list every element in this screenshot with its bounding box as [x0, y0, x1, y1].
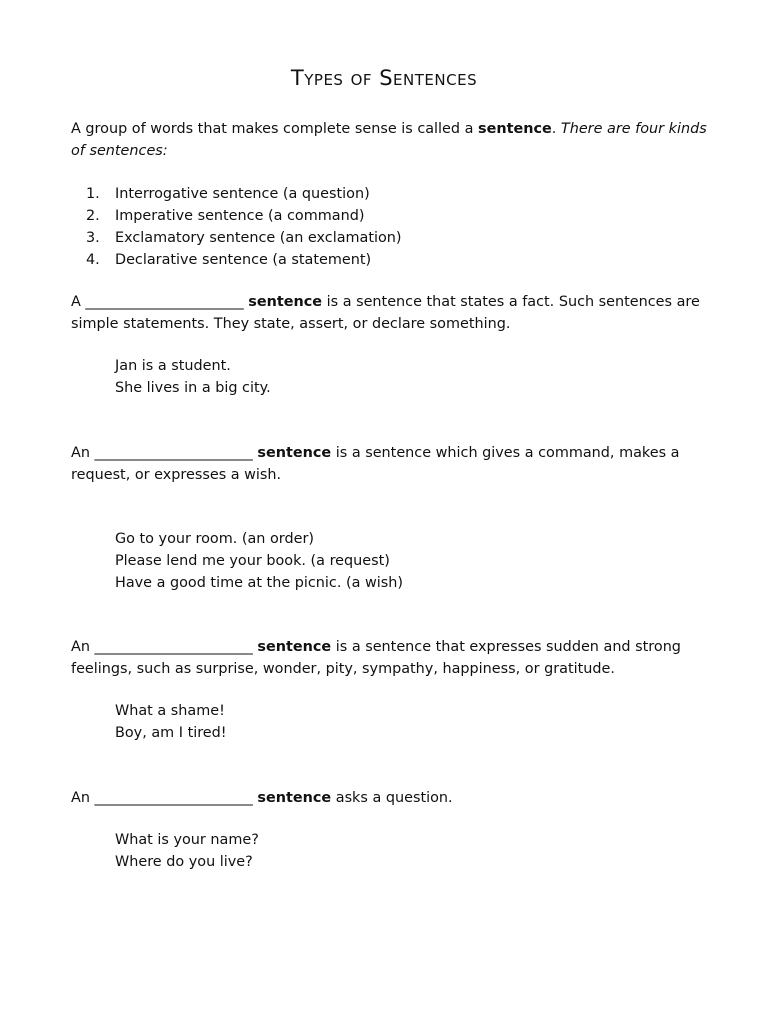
intro-italic-text: There are four kinds of sentences:	[71, 121, 707, 159]
exclamatory-examples	[115, 700, 227, 744]
exclamatory-bold-term: sentence	[257, 639, 332, 655]
sentence-kinds-list	[86, 183, 402, 271]
intro-period: .	[551, 121, 561, 137]
example-sentence: Have a good time at the picnic. (a wish)	[115, 575, 403, 591]
list-item	[86, 205, 402, 227]
page-title: Types of Sentences	[290, 66, 478, 90]
interrogative-blank: An ______________________	[71, 790, 258, 806]
imperative-definition: is a sentence which gives a command, makes a request, or expresses a wish.	[71, 445, 680, 483]
list-item-number: 1.	[86, 186, 100, 202]
imperative-paragraph	[71, 442, 711, 486]
imperative-examples	[115, 528, 403, 594]
example-sentence: Boy, am I tired!	[115, 725, 227, 741]
exclamatory-blank: An ______________________	[71, 639, 258, 655]
exclamatory-definition: is a sentence that expresses sudden and strong feelings, such as surprise, wonder, pity, sympathy, happiness, or gratitude.	[71, 639, 681, 677]
intro-paragraph	[71, 118, 711, 162]
example-sentence: What is your name?	[115, 832, 259, 848]
declarative-bold-term: sentence	[248, 294, 323, 310]
imperative-bold-term: sentence	[257, 445, 332, 461]
example-sentence: She lives in a big city.	[115, 380, 271, 396]
list-item-label: Exclamatory sentence (an exclamation)	[115, 230, 402, 246]
list-item-label: Interrogative sentence (a question)	[115, 186, 370, 202]
declarative-blank: A ______________________	[71, 294, 249, 310]
list-item	[86, 183, 402, 205]
interrogative-bold-term: sentence	[257, 790, 332, 806]
list-item-label: Imperative sentence (a command)	[115, 208, 365, 224]
interrogative-definition: asks a question.	[331, 790, 453, 806]
intro-bold-term: sentence	[478, 121, 552, 137]
interrogative-examples	[115, 829, 259, 873]
imperative-blank: An ______________________	[71, 445, 258, 461]
list-item	[86, 249, 402, 271]
declarative-examples	[115, 355, 271, 399]
declarative-definition: is a sentence that states a fact. Such sentences are simple statements. They state, assert, or declare something.	[71, 294, 700, 332]
example-sentence: Go to your room. (an order)	[115, 531, 314, 547]
list-item-number: 2.	[86, 208, 100, 224]
list-item	[86, 227, 402, 249]
intro-text: A group of words that makes complete sense is called a	[71, 121, 478, 137]
list-item-number: 3.	[86, 230, 100, 246]
example-sentence: What a shame!	[115, 703, 225, 719]
interrogative-paragraph	[71, 787, 711, 809]
declarative-paragraph	[71, 291, 711, 335]
example-sentence: Where do you live?	[115, 854, 253, 870]
list-item-label: Declarative sentence (a statement)	[115, 252, 372, 268]
example-sentence: Jan is a student.	[115, 358, 231, 374]
exclamatory-paragraph	[71, 636, 711, 680]
list-item-number: 4.	[86, 252, 100, 268]
example-sentence: Please lend me your book. (a request)	[115, 553, 390, 569]
